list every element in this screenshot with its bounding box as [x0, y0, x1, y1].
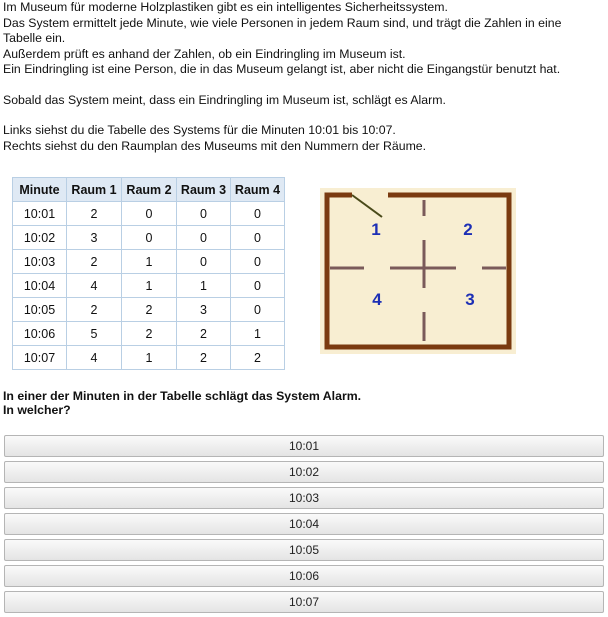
answer-option-1005[interactable]: 10:05	[4, 539, 604, 561]
header-raum-4: Raum 4	[231, 178, 285, 202]
table-row	[13, 322, 285, 346]
cell-raum-1: 2	[67, 202, 122, 226]
cell-raum-1: 2	[67, 250, 122, 274]
cell-minute: 10:05	[13, 298, 67, 322]
cell-minute: 10:06	[13, 322, 67, 346]
cell-raum-4: 0	[231, 202, 285, 226]
answer-option-1004[interactable]: 10:04	[4, 513, 604, 535]
intro-line-3: Außerdem prüft es anhand der Zahlen, ob ein Eindringling im Museum ist.	[3, 46, 406, 61]
intro-line-6: Links siehst du die Tabelle des Systems für die Minuten 10:01 bis 10:07.	[3, 123, 396, 137]
cell-raum-2: 1	[122, 250, 177, 274]
answer-option-1006[interactable]: 10:06	[4, 565, 604, 587]
cell-raum-3: 1	[177, 274, 231, 298]
cell-raum-4: 1	[231, 322, 285, 346]
cell-minute: 10:07	[13, 346, 67, 370]
table-row	[13, 226, 285, 250]
question-line-2: In welcher?	[3, 403, 71, 417]
cell-raum-1: 2	[67, 298, 122, 322]
intro-line-1: Im Museum für moderne Holzplastiken gibt es ein intelligentes Sicherheitssystem.	[3, 0, 448, 14]
table-row	[13, 346, 285, 370]
header-raum-3: Raum 3	[177, 178, 231, 202]
spacer	[3, 78, 603, 93]
cell-raum-3: 2	[177, 322, 231, 346]
cell-raum-4: 2	[231, 346, 285, 370]
cell-raum-2: 0	[122, 226, 177, 250]
cell-minute: 10:02	[13, 226, 67, 250]
table-row	[13, 202, 285, 226]
answer-option-1001[interactable]: 10:01	[4, 435, 604, 457]
cell-raum-3: 0	[177, 202, 231, 226]
task-description	[3, 0, 603, 154]
cell-raum-1: 3	[67, 226, 122, 250]
cell-raum-4: 0	[231, 298, 285, 322]
cell-raum-2: 2	[122, 298, 177, 322]
museum-floorplan	[320, 188, 516, 354]
cell-raum-2: 0	[122, 202, 177, 226]
cell-raum-1: 5	[67, 322, 122, 346]
cell-raum-1: 4	[67, 274, 122, 298]
cell-raum-4: 0	[231, 250, 285, 274]
cell-raum-2: 1	[122, 274, 177, 298]
cell-raum-4: 0	[231, 226, 285, 250]
cell-minute: 10:04	[13, 274, 67, 298]
question	[3, 389, 361, 417]
cell-raum-1: 4	[67, 346, 122, 370]
cell-raum-3: 0	[177, 250, 231, 274]
intro-line-5: Sobald das System meint, dass ein Eindringling im Museum ist, schlägt es Alarm.	[3, 92, 446, 107]
room-label-1: 1	[371, 220, 381, 239]
floorplan-floor	[320, 188, 516, 354]
intro-line-4: Ein Eindringling ist eine Person, die in das Museum gelangt ist, aber nicht die Eingangstür benutzt hat.	[3, 62, 561, 76]
cell-raum-2: 1	[122, 346, 177, 370]
header-minute: Minute	[13, 178, 67, 202]
table-row	[13, 274, 285, 298]
room-label-4: 4	[372, 290, 382, 309]
answer-option-1003[interactable]: 10:03	[4, 487, 604, 509]
answer-option-1002[interactable]: 10:02	[4, 461, 604, 483]
cell-raum-3: 0	[177, 226, 231, 250]
intro-line-2: Das System ermittelt jede Minute, wie viele Personen in jedem Raum sind, und trägt die Zahlen in eine Tabelle ein.	[3, 15, 562, 45]
spacer	[3, 108, 603, 123]
cell-raum-2: 2	[122, 322, 177, 346]
answer-option-1007[interactable]: 10:07	[4, 591, 604, 613]
room-label-2: 2	[463, 220, 473, 239]
table-row	[13, 250, 285, 274]
occupancy-table	[12, 177, 285, 370]
cell-minute: 10:03	[13, 250, 67, 274]
table-header-row	[13, 178, 285, 202]
question-line-1: In einer der Minuten in der Tabelle schlägt das System Alarm.	[3, 389, 362, 403]
room-label-3: 3	[465, 290, 475, 309]
header-raum-2: Raum 2	[122, 178, 177, 202]
intro-line-7: Rechts siehst du den Raumplan des Museums mit den Nummern der Räume.	[3, 138, 427, 153]
cell-minute: 10:01	[13, 202, 67, 226]
table-row	[13, 298, 285, 322]
header-raum-1: Raum 1	[67, 178, 122, 202]
cell-raum-4: 0	[231, 274, 285, 298]
cell-raum-3: 2	[177, 346, 231, 370]
answer-options	[4, 435, 604, 617]
cell-raum-3: 3	[177, 298, 231, 322]
